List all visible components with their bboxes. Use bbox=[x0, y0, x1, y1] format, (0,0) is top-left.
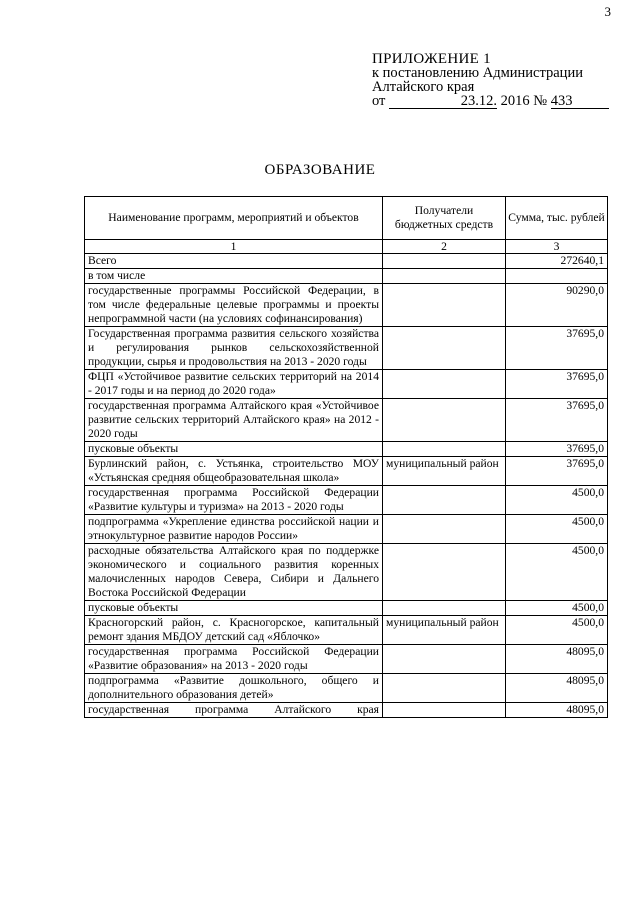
table-row bbox=[85, 645, 608, 674]
row-recipient bbox=[383, 486, 506, 515]
appendix-title: ПРИЛОЖЕНИЕ 1 bbox=[372, 51, 491, 67]
row-name: в том числе bbox=[85, 269, 383, 284]
row-name: Бурлинский район, с. Устьянка, строительство МОУ «Устьянская средняя общеобразовательная школа» bbox=[85, 457, 383, 486]
row-name: Государственная программа развития сельского хозяйства и регулирования рынков сельскохозяйственной продукции, сырья и продовольствия на 2013 - 2020 годы bbox=[85, 327, 383, 370]
table-row bbox=[85, 486, 608, 515]
col-header-sum: Сумма, тыс. рублей bbox=[506, 197, 608, 240]
row-sum: 37695,0 bbox=[506, 370, 608, 399]
table-row bbox=[85, 269, 608, 284]
row-sum: 37695,0 bbox=[506, 442, 608, 457]
row-sum: 4500,0 bbox=[506, 601, 608, 616]
appendix-header bbox=[372, 52, 612, 110]
row-name: подпрограмма «Укрепление единства российской нации и этнокультурное развитие народов России» bbox=[85, 515, 383, 544]
decree-date-line bbox=[372, 94, 612, 110]
row-recipient bbox=[383, 601, 506, 616]
number-label: № bbox=[533, 93, 548, 109]
table-row bbox=[85, 544, 608, 601]
row-sum: 37695,0 bbox=[506, 399, 608, 442]
row-recipient bbox=[383, 515, 506, 544]
table-header-row bbox=[85, 197, 608, 240]
row-recipient bbox=[383, 327, 506, 370]
appendix-line-2: к постановлению Администрации bbox=[372, 65, 583, 81]
table-row bbox=[85, 442, 608, 457]
row-recipient bbox=[383, 269, 506, 284]
row-sum: 48095,0 bbox=[506, 645, 608, 674]
row-name: государственная программа Алтайского края «Устойчивое развитие сельских территорий Алтайского края» на 2012 - 2020 годы bbox=[85, 399, 383, 442]
row-recipient bbox=[383, 645, 506, 674]
table-row bbox=[85, 457, 608, 486]
row-name: пусковые объекты bbox=[85, 442, 383, 457]
row-sum: 4500,0 bbox=[506, 616, 608, 645]
row-sum bbox=[506, 269, 608, 284]
row-sum: 37695,0 bbox=[506, 327, 608, 370]
table-row bbox=[85, 515, 608, 544]
row-name: подпрограмма «Развитие дошкольного, общего и дополнительного образования детей» bbox=[85, 674, 383, 703]
row-sum: 37695,0 bbox=[506, 457, 608, 486]
row-recipient bbox=[383, 254, 506, 269]
decree-year: 2016 bbox=[500, 93, 530, 109]
row-name: государственная программа Российской Федерации «Развитие образования» на 2013 - 2020 годы bbox=[85, 645, 383, 674]
row-name: Красногорский район, с. Красногорское, капитальный ремонт здания МБДОУ детский сад «Яблочко» bbox=[85, 616, 383, 645]
table-row bbox=[85, 601, 608, 616]
row-name: Всего bbox=[85, 254, 383, 269]
table-row bbox=[85, 254, 608, 269]
row-recipient bbox=[383, 284, 506, 327]
col-header-recipient: Получатели бюджетных средств bbox=[383, 197, 506, 240]
page-number: 3 bbox=[604, 4, 611, 19]
row-name: пусковые объекты bbox=[85, 601, 383, 616]
row-name: государственная программа Алтайского края bbox=[85, 703, 383, 718]
table-row bbox=[85, 399, 608, 442]
row-name: государственная программа Российской Федерации «Развитие культуры и туризма» на 2013 - 2020 годы bbox=[85, 486, 383, 515]
row-recipient: муниципальный район bbox=[383, 457, 506, 486]
from-label: от bbox=[372, 93, 386, 109]
row-sum: 4500,0 bbox=[506, 486, 608, 515]
col-header-name: Наименование программ, мероприятий и объектов bbox=[85, 197, 383, 240]
row-recipient bbox=[383, 442, 506, 457]
row-recipient bbox=[383, 544, 506, 601]
row-recipient bbox=[383, 370, 506, 399]
row-name: расходные обязательства Алтайского края по поддержке экономического и социального развития коренных малочисленных народов Севера, Сибири и Дальнего Востока Российской Федерации bbox=[85, 544, 383, 601]
row-sum: 48095,0 bbox=[506, 703, 608, 718]
col-number: 1 bbox=[85, 240, 383, 254]
table-row bbox=[85, 616, 608, 645]
row-name: государственные программы Российской Федерации, в том числе федеральные целевые программы и проекты непрограммной части (на условиях софинансирования) bbox=[85, 284, 383, 327]
row-sum: 4500,0 bbox=[506, 544, 608, 601]
row-sum: 4500,0 bbox=[506, 515, 608, 544]
budget-table bbox=[84, 196, 608, 718]
table-row bbox=[85, 703, 608, 718]
row-sum: 90290,0 bbox=[506, 284, 608, 327]
column-number-row bbox=[85, 240, 608, 254]
appendix-line-3: Алтайского края bbox=[372, 79, 475, 95]
row-recipient bbox=[383, 703, 506, 718]
row-recipient bbox=[383, 674, 506, 703]
row-recipient: муниципальный район bbox=[383, 616, 506, 645]
section-title: ОБРАЗОВАНИЕ bbox=[264, 162, 376, 178]
decree-date: 23.12. bbox=[389, 94, 497, 109]
row-sum: 48095,0 bbox=[506, 674, 608, 703]
row-recipient bbox=[383, 399, 506, 442]
table-row bbox=[85, 370, 608, 399]
decree-number: 433 bbox=[551, 94, 609, 109]
table-row bbox=[85, 327, 608, 370]
col-number: 2 bbox=[383, 240, 506, 254]
table-row bbox=[85, 674, 608, 703]
row-name: ФЦП «Устойчивое развитие сельских территорий на 2014 - 2017 годы и на период до 2020 года» bbox=[85, 370, 383, 399]
table-row bbox=[85, 284, 608, 327]
row-sum: 272640,1 bbox=[506, 254, 608, 269]
col-number: 3 bbox=[506, 240, 608, 254]
